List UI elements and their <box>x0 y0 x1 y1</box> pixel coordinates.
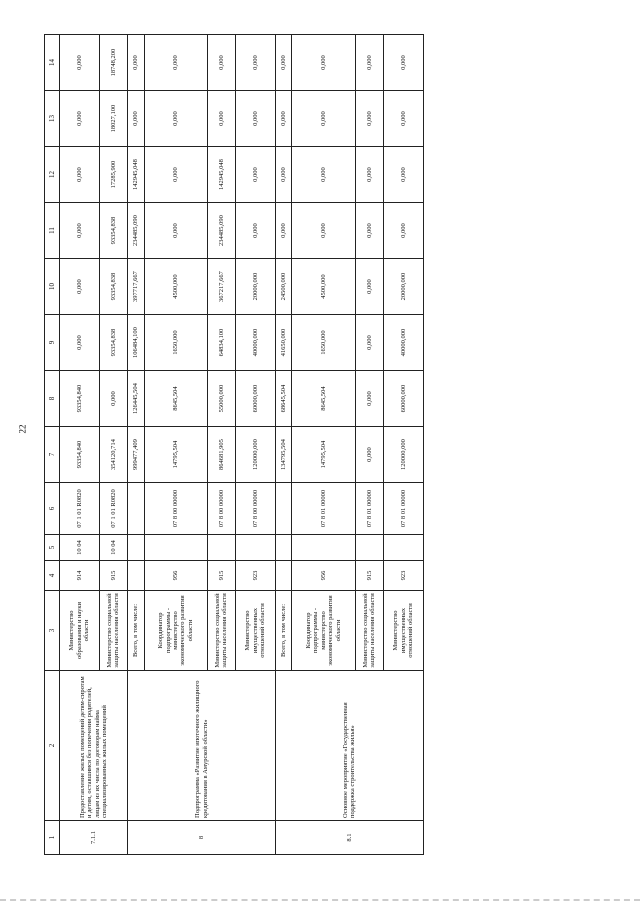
cell: 0,000 <box>60 147 100 203</box>
cell: 20000,000 <box>236 259 276 315</box>
cell: 234485,090 <box>207 203 235 259</box>
cell: 120000,000 <box>383 427 423 483</box>
cell: 367217,667 <box>207 259 235 315</box>
row-title: Предоставление жилых помещений детям-сиротам и детям, оставшимся без попечения родителей, лицам из их числа по договорам найма специализированных жилых помещений <box>60 671 128 821</box>
cell <box>292 535 355 561</box>
cell: 864681,905 <box>207 427 235 483</box>
row-number: 8.1 <box>275 821 423 855</box>
cell: 14795,504 <box>144 427 207 483</box>
cell: 915 <box>207 561 235 591</box>
col-header: 13 <box>45 91 60 147</box>
cell: 0,000 <box>355 91 383 147</box>
row-number: 8 <box>128 821 276 855</box>
executor: Министерство социальной защиты населения области <box>207 591 235 671</box>
cell: 14795,504 <box>292 427 355 483</box>
cell: 8645,504 <box>144 371 207 427</box>
cell: 0,000 <box>383 147 423 203</box>
cell: 0,000 <box>144 147 207 203</box>
cell: 397717,667 <box>128 259 144 315</box>
col-header: 7 <box>45 427 60 483</box>
cell: 956 <box>292 561 355 591</box>
cell: 0,000 <box>383 203 423 259</box>
cell: 0,000 <box>60 259 100 315</box>
col-header: 10 <box>45 259 60 315</box>
executor: Министерство образования и науки области <box>60 591 100 671</box>
cell: 07 1 01 R0820 <box>60 483 100 535</box>
cell: 0,000 <box>60 91 100 147</box>
executor: Министерство имущественных отношений области <box>236 591 276 671</box>
cell: 0,000 <box>383 35 423 91</box>
cell <box>144 535 207 561</box>
cell: 64834,100 <box>207 315 235 371</box>
cell: 0,000 <box>236 91 276 147</box>
cell: 93354,838 <box>99 203 127 259</box>
cell: 55000,000 <box>207 371 235 427</box>
cell: 4500,000 <box>144 259 207 315</box>
col-header: 2 <box>45 671 60 821</box>
cell: 41650,000 <box>275 315 291 371</box>
cell: 0,000 <box>60 35 100 91</box>
executor: Всего, в том числе: <box>128 591 144 671</box>
row-number: 7.1.1 <box>60 821 128 855</box>
cell: 1650,000 <box>292 315 355 371</box>
cell: 07 8 01 00000 <box>383 483 423 535</box>
cell: 68645,504 <box>275 371 291 427</box>
cell: 0,000 <box>207 91 235 147</box>
cell: 234485,090 <box>128 203 144 259</box>
cell: 134795,504 <box>275 427 291 483</box>
cell: 0,000 <box>292 91 355 147</box>
cell: 1650,000 <box>144 315 207 371</box>
cell: 999477,409 <box>128 427 144 483</box>
cell: 0,000 <box>60 203 100 259</box>
cell: 8645,504 <box>292 371 355 427</box>
cell: 0,000 <box>275 35 291 91</box>
table-row <box>128 35 144 855</box>
cell: 0,000 <box>128 91 144 147</box>
cell: 93354,840 <box>60 371 100 427</box>
cell: 142945,048 <box>207 147 235 203</box>
cell <box>275 483 291 535</box>
cell: 18027,100 <box>99 91 127 147</box>
budget-table <box>44 34 424 855</box>
col-header: 9 <box>45 315 60 371</box>
cell: 18748,200 <box>99 35 127 91</box>
cell: 17285,900 <box>99 147 127 203</box>
cell: 0,000 <box>355 371 383 427</box>
row-title: Подпрограмма «Развитие ипотечного жилищного кредитования в Амурской области» <box>128 671 276 821</box>
cell: 07 8 00 00000 <box>236 483 276 535</box>
cell: 0,000 <box>236 147 276 203</box>
cell: 0,000 <box>355 315 383 371</box>
executor: Всего, в том числе: <box>275 591 291 671</box>
cell: 0,000 <box>144 35 207 91</box>
cell: 923 <box>236 561 276 591</box>
col-header: 1 <box>45 821 60 855</box>
cell: 914 <box>60 561 100 591</box>
cell: 20000,000 <box>383 259 423 315</box>
col-header: 4 <box>45 561 60 591</box>
col-header: 8 <box>45 371 60 427</box>
executor: Министерство социальной защиты населения области <box>355 591 383 671</box>
cell: 07 1 01 R0820 <box>99 483 127 535</box>
cell: 0,000 <box>292 203 355 259</box>
rotated-table-wrapper <box>44 35 424 855</box>
cell: 915 <box>99 561 127 591</box>
row-title: Основное мероприятие «Государственная поддержка строительства жилья» <box>275 671 423 821</box>
cell: 0,000 <box>355 35 383 91</box>
cell <box>236 535 276 561</box>
cell: 93354,840 <box>60 427 100 483</box>
cell <box>275 561 291 591</box>
cell <box>128 535 144 561</box>
table-row <box>60 35 100 855</box>
cell <box>355 535 383 561</box>
cell: 07 8 00 00000 <box>207 483 235 535</box>
cell: 10 04 <box>60 535 100 561</box>
cell: 60000,000 <box>383 371 423 427</box>
cell: 0,000 <box>292 147 355 203</box>
cell: 0,000 <box>207 35 235 91</box>
cell: 0,000 <box>275 91 291 147</box>
cell: 60000,000 <box>236 371 276 427</box>
cell <box>207 535 235 561</box>
bottom-scan-edge <box>0 895 640 901</box>
cell: 0,000 <box>236 35 276 91</box>
cell: 106484,100 <box>128 315 144 371</box>
cell: 0,000 <box>128 35 144 91</box>
executor: Министерство имущественных отношений области <box>383 591 423 671</box>
col-header: 12 <box>45 147 60 203</box>
cell <box>275 535 291 561</box>
cell: 0,000 <box>60 315 100 371</box>
cell: 0,000 <box>236 203 276 259</box>
cell: 0,000 <box>355 147 383 203</box>
cell: 0,000 <box>275 203 291 259</box>
cell: 07 8 01 00000 <box>292 483 355 535</box>
cell: 0,000 <box>144 91 207 147</box>
cell: 10 04 <box>99 535 127 561</box>
col-header: 5 <box>45 535 60 561</box>
header-row <box>45 35 60 855</box>
executor: Координатор подпрограммы - министерство экономического развития области <box>144 591 207 671</box>
cell: 07 8 01 00000 <box>355 483 383 535</box>
cell: 0,000 <box>292 35 355 91</box>
col-header: 11 <box>45 203 60 259</box>
table-row <box>275 35 291 855</box>
col-header: 3 <box>45 591 60 671</box>
cell: 0,000 <box>383 91 423 147</box>
cell: 40000,000 <box>236 315 276 371</box>
cell: 0,000 <box>99 371 127 427</box>
cell: 120000,000 <box>236 427 276 483</box>
cell: 354120,714 <box>99 427 127 483</box>
executor: Координатор подпрограммы - министерство экономического развития области <box>292 591 355 671</box>
cell: 93354,838 <box>99 315 127 371</box>
cell: 915 <box>355 561 383 591</box>
cell: 0,000 <box>275 147 291 203</box>
cell: 0,000 <box>355 203 383 259</box>
page-number: 22 <box>17 424 28 434</box>
cell <box>128 483 144 535</box>
cell: 142945,048 <box>128 147 144 203</box>
cell: 126445,504 <box>128 371 144 427</box>
col-header: 6 <box>45 483 60 535</box>
cell: 956 <box>144 561 207 591</box>
col-header: 14 <box>45 35 60 91</box>
cell: 93354,838 <box>99 259 127 315</box>
cell <box>128 561 144 591</box>
cell: 24500,000 <box>275 259 291 315</box>
cell: 4500,000 <box>292 259 355 315</box>
cell <box>383 535 423 561</box>
cell: 0,000 <box>355 259 383 315</box>
cell: 0,000 <box>144 203 207 259</box>
cell: 0,000 <box>355 427 383 483</box>
cell: 40000,000 <box>383 315 423 371</box>
executor: Министерство социальной защиты населения области <box>99 591 127 671</box>
cell: 923 <box>383 561 423 591</box>
cell: 07 8 00 00000 <box>144 483 207 535</box>
